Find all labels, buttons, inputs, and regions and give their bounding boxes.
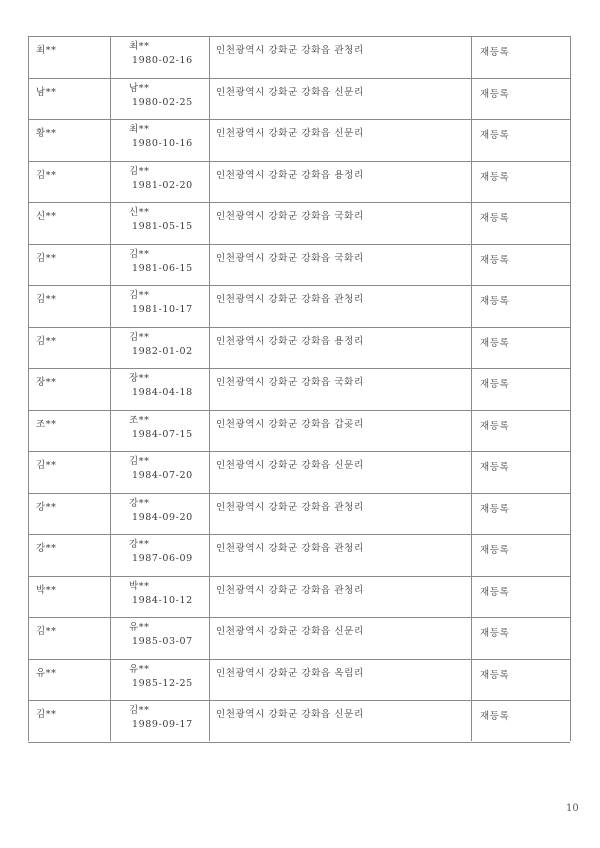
name-secondary: 김** <box>129 290 150 301</box>
birth-cell <box>129 663 193 691</box>
table-row <box>28 78 570 120</box>
address-cell: 인천광역시 강화군 강화읍 관청리 <box>216 501 364 513</box>
birth-date: 1981-02-20 <box>132 179 193 191</box>
name-cell: 강** <box>36 543 57 554</box>
page-number: 10 <box>566 803 579 814</box>
address-cell: 인천광역시 강화군 강화읍 용정리 <box>216 335 364 347</box>
table-row <box>28 617 570 659</box>
name-cell: 강** <box>36 501 57 513</box>
status-cell: 재등록 <box>480 88 510 100</box>
status-cell: 재등록 <box>480 420 510 432</box>
birth-cell <box>129 123 193 151</box>
status-cell: 재등록 <box>480 254 510 266</box>
name-cell: 유** <box>36 667 57 679</box>
birth-date: 1980-10-16 <box>132 138 193 149</box>
birth-date: 1984-07-20 <box>132 470 193 481</box>
birth-cell <box>129 704 193 732</box>
table-row <box>28 368 570 410</box>
name-cell: 조** <box>36 418 57 430</box>
table-row <box>28 659 570 701</box>
status-cell: 재등록 <box>480 545 510 556</box>
birth-cell <box>129 580 193 608</box>
birth-cell <box>129 372 193 400</box>
row-divider <box>28 742 570 743</box>
name-cell: 최** <box>36 45 57 56</box>
birth-date: 1989-09-17 <box>132 719 193 730</box>
address-cell: 인천광역시 강화군 강화읍 신문리 <box>216 86 364 98</box>
name-secondary: 유** <box>129 622 150 633</box>
address-cell: 인천광역시 강화군 강화읍 옥림리 <box>216 667 364 679</box>
table-row <box>28 161 570 203</box>
birth-date: 1981-06-15 <box>132 262 193 274</box>
birth-date: 1985-03-07 <box>132 636 193 647</box>
birth-date: 1982-01-02 <box>132 345 193 357</box>
name-cell: 황** <box>36 128 57 139</box>
birth-date: 1980-02-25 <box>132 96 193 108</box>
name-cell: 박** <box>36 584 57 596</box>
name-secondary: 최** <box>129 124 150 135</box>
name-cell: 남** <box>36 86 57 98</box>
table-row <box>28 327 570 369</box>
address-cell: 인천광역시 강화군 강화읍 국화리 <box>216 211 364 222</box>
name-cell: 신** <box>36 211 57 222</box>
status-cell: 재등록 <box>480 296 510 307</box>
address-cell: 인천광역시 강화군 강화읍 갑곶리 <box>216 418 364 430</box>
name-cell: 김** <box>36 169 57 181</box>
address-cell: 인천광역시 강화군 강화읍 관청리 <box>216 294 364 305</box>
status-cell: 재등록 <box>480 130 510 141</box>
table-row <box>28 700 570 742</box>
name-cell: 김** <box>36 335 57 347</box>
address-cell: 인천광역시 강화군 강화읍 국화리 <box>216 377 364 388</box>
address-cell: 인천광역시 강화군 강화읍 신문리 <box>216 709 364 720</box>
birth-date: 1981-05-15 <box>132 221 193 232</box>
name-secondary: 강** <box>129 497 150 509</box>
name-secondary: 김** <box>129 165 150 177</box>
birth-date: 1984-10-12 <box>132 594 193 606</box>
birth-date: 1987-06-09 <box>132 553 193 564</box>
table-row <box>28 244 570 286</box>
birth-cell <box>129 331 193 359</box>
name-cell: 김** <box>36 626 57 637</box>
record-table <box>28 36 570 741</box>
birth-date: 1985-12-25 <box>132 677 193 689</box>
birth-date: 1984-04-18 <box>132 387 193 398</box>
status-cell: 재등록 <box>480 379 510 390</box>
table-row <box>28 451 570 493</box>
birth-cell <box>129 165 193 193</box>
name-secondary: 김** <box>129 705 150 716</box>
name-secondary: 김** <box>129 248 150 260</box>
birth-date: 1980-02-16 <box>132 55 193 66</box>
address-cell: 인천광역시 강화군 강화읍 신문리 <box>216 460 364 471</box>
birth-date: 1984-07-15 <box>132 428 193 440</box>
birth-cell <box>129 82 193 110</box>
table-row <box>28 202 570 244</box>
name-secondary: 신** <box>129 207 150 218</box>
table-row <box>28 576 570 618</box>
status-cell: 재등록 <box>480 503 510 515</box>
status-cell: 재등록 <box>480 669 510 681</box>
name-cell: 김** <box>36 294 57 305</box>
name-cell: 김** <box>36 709 57 720</box>
table-row <box>28 534 570 576</box>
name-secondary: 최** <box>129 41 150 52</box>
table-row <box>28 410 570 452</box>
name-secondary: 남** <box>129 82 150 94</box>
table-row <box>28 285 570 327</box>
address-cell: 인천광역시 강화군 강화읍 관청리 <box>216 45 364 56</box>
birth-cell <box>129 455 193 483</box>
birth-cell <box>129 497 193 525</box>
name-secondary: 장** <box>129 373 150 384</box>
birth-cell <box>129 248 193 276</box>
table-row <box>28 493 570 535</box>
birth-cell <box>129 538 193 566</box>
name-cell: 장** <box>36 377 57 388</box>
birth-cell <box>129 414 193 442</box>
name-secondary: 조** <box>129 414 150 426</box>
status-cell: 재등록 <box>480 47 510 58</box>
status-cell: 재등록 <box>480 171 510 183</box>
status-cell: 재등록 <box>480 628 510 639</box>
address-cell: 인천광역시 강화군 강화읍 국화리 <box>216 252 364 264</box>
birth-date: 1981-10-17 <box>132 304 193 315</box>
name-secondary: 김** <box>129 456 150 467</box>
status-cell: 재등록 <box>480 337 510 349</box>
name-secondary: 강** <box>129 539 150 550</box>
birth-cell <box>129 289 193 317</box>
address-cell: 인천광역시 강화군 강화읍 관청리 <box>216 543 364 554</box>
birth-cell <box>129 621 193 649</box>
status-cell: 재등록 <box>480 213 510 224</box>
address-cell: 인천광역시 강화군 강화읍 용정리 <box>216 169 364 181</box>
table-border-right <box>570 36 571 741</box>
name-secondary: 박** <box>129 580 150 592</box>
table-row <box>28 36 570 78</box>
status-cell: 재등록 <box>480 462 510 473</box>
status-cell: 재등록 <box>480 711 510 722</box>
address-cell: 인천광역시 강화군 강화읍 관청리 <box>216 584 364 596</box>
name-cell: 김** <box>36 460 57 471</box>
birth-cell <box>129 40 193 68</box>
birth-date: 1984-09-20 <box>132 511 193 523</box>
name-cell: 김** <box>36 252 57 264</box>
birth-cell <box>129 206 193 234</box>
address-cell: 인천광역시 강화군 강화읍 신문리 <box>216 626 364 637</box>
name-secondary: 김** <box>129 331 150 343</box>
address-cell: 인천광역시 강화군 강화읍 신문리 <box>216 128 364 139</box>
name-secondary: 유** <box>129 663 150 675</box>
table-row <box>28 119 570 161</box>
status-cell: 재등록 <box>480 586 510 598</box>
